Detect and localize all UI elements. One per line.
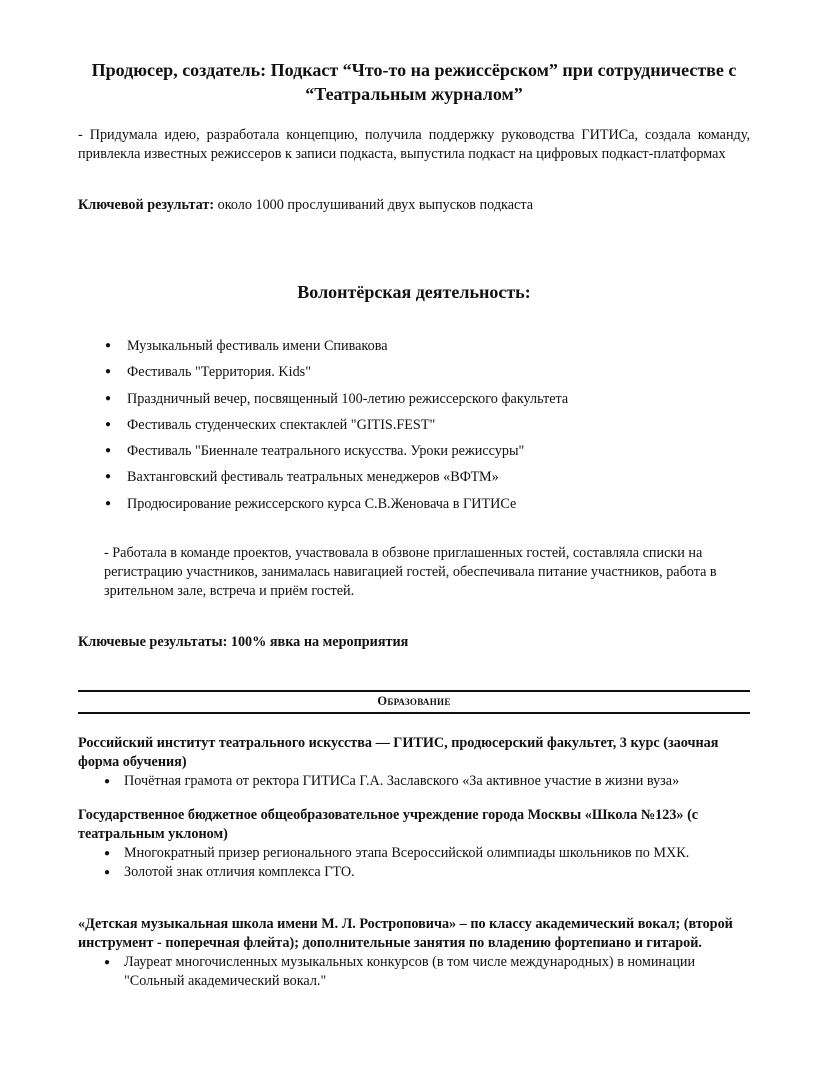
education-entry-bullets xyxy=(78,772,750,791)
list-item: ● Почётная грамота от ректора ГИТИСа Г.А. Заславского «За активное участие в жизни вуза» xyxy=(78,772,750,791)
list-item: ● Лауреат многочисленных музыкальных конкурсов (в том числе международных) в номинации "Сольный академический вокал." xyxy=(78,953,750,991)
list-item: ● Фестиваль "Территория. Kids" xyxy=(105,359,745,385)
volunteer-heading: Волонтёрская деятельность: xyxy=(297,282,531,302)
education-entry-gitis xyxy=(78,734,750,791)
podcast-key-result xyxy=(78,196,750,215)
volunteer-description: - Работала в команде проектов, участвовала в обзвоне приглашенных гостей, составляла списки на регистрацию участников, занималась навигацией гостей, обеспечивала питание участников, работа в зрительном зале, встреча и приём гостей. xyxy=(104,545,717,599)
podcast-title: Продюсер, создатель: Подкаст “Что-то на режиссёрском” при сотрудничестве с “Театральным журналом” xyxy=(91,60,737,104)
education-entry-title: Российский институт театрального искусства — ГИТИС, продюсерский факультет, 3 курс (заочная форма обучения) xyxy=(78,735,719,770)
podcast-description: - Придумала идею, разработала концепцию, получила поддержку руководства ГИТИСа, создала команду, привлекла известных режиссеров к записи подкаста, выпустила подкаст на цифровых подкаст-платформах xyxy=(78,127,750,162)
education-entry-bullets xyxy=(78,844,750,882)
volunteer-key-results: Ключевые результаты: 100% явка на мероприятия xyxy=(78,634,409,650)
education-entry-title: «Детская музыкальная школа имени М. Л. Ростроповича» – по классу академический вокал; (второй инструмент - поперечная флейта); дополнительные занятия по владению фортепиано и гитарой. xyxy=(78,916,733,951)
education-heading: Образование xyxy=(377,694,451,708)
key-result-value: около 1000 прослушиваний двух выпусков подкаста xyxy=(214,197,533,213)
education-bottom-rule xyxy=(78,712,750,714)
education-top-rule xyxy=(78,690,750,692)
list-item: ● Фестиваль студенческих спектаклей "GITIS.FEST" xyxy=(105,412,745,438)
education-entry-bullets xyxy=(78,953,750,991)
education-entry-music-school xyxy=(78,915,750,991)
list-item: ● Фестиваль "Биеннале театрального искусства. Уроки режиссуры" xyxy=(105,438,745,464)
volunteer-list xyxy=(105,333,745,517)
education-entry-title: Государственное бюджетное общеобразовательное учреждение города Москвы «Школа №123» (с театральным уклоном) xyxy=(78,807,699,842)
list-item: ● Музыкальный фестиваль имени Спивакова xyxy=(105,333,745,359)
list-item: ● Праздничный вечер, посвященный 100-летию режиссерского факультета xyxy=(105,386,745,412)
list-item: ● Золотой знак отличия комплекса ГТО. xyxy=(78,863,750,882)
list-item: ● Вахтанговский фестиваль театральных менеджеров «ВФТМ» xyxy=(105,464,745,490)
education-entry-school xyxy=(78,806,750,882)
key-result-label: Ключевой результат: xyxy=(78,197,215,213)
list-item: ● Многократный призер регионального этапа Всероссийской олимпиады школьников по МХК. xyxy=(78,844,750,863)
list-item: ● Продюсирование режиссерского курса С.В.Женовача в ГИТИСе xyxy=(105,491,745,517)
